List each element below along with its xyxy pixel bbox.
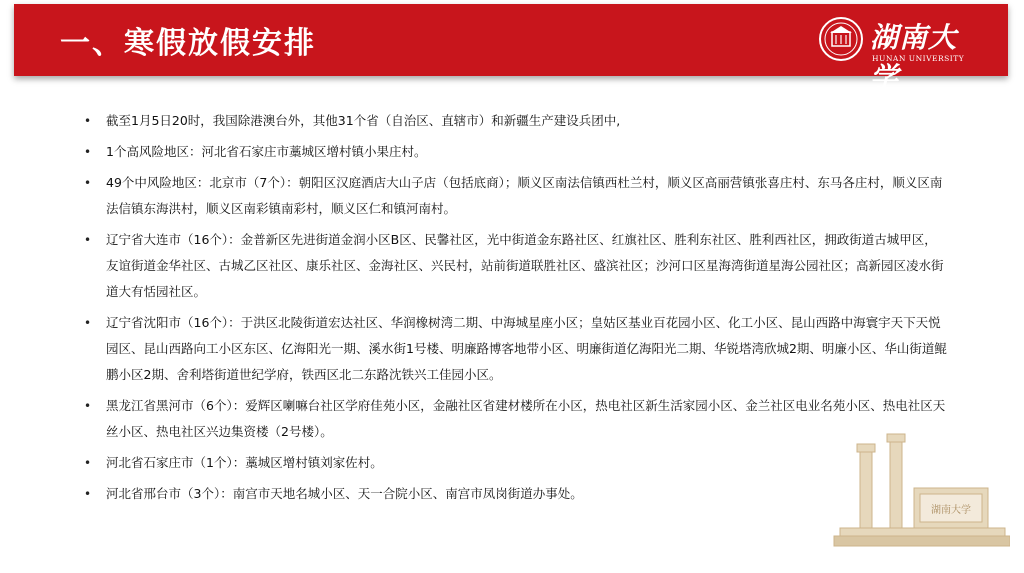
list-item-text: 黑龙江省黑河市（6个）：爱辉区喇嘛台社区学府佳苑小区，金融社区省建材楼所在小区，热电社区新生活家园小区、金兰社区电业名苑小区、热电社区天丝小区、热电社区兴边集资楼（2号楼）。 bbox=[106, 398, 946, 439]
list-item-text: 截至1月5日20时，我国除港澳台外，其他31个省（自治区、直辖市）和新疆生产建设兵团中, bbox=[106, 113, 621, 128]
list-item bbox=[78, 108, 948, 134]
gate-sign-text: 湖南大学 bbox=[931, 505, 971, 516]
list-item-text: 1个高风险地区：河北省石家庄市藁城区增村镇小果庄村。 bbox=[106, 144, 427, 159]
campus-gate-decoration bbox=[830, 430, 1010, 560]
university-name: 湖南大学 bbox=[870, 21, 958, 94]
page-title: 一、寒假放假安排 bbox=[60, 26, 316, 61]
list-item-text: 49个中风险地区：北京市（7个）：朝阳区汉庭酒店大山子店（包括底商）；顺义区南法信镇西杜兰村，顺义区高丽营镇张喜庄村、东马各庄村，顺义区南法信镇东海洪村，顺义区南彩镇南彩村，顺义区仁和镇河南村。 bbox=[106, 175, 943, 216]
bullet-dot-icon: • bbox=[84, 316, 92, 330]
list-item bbox=[78, 481, 948, 507]
title-banner bbox=[14, 4, 1008, 94]
bullet-list bbox=[78, 108, 948, 512]
list-item bbox=[78, 227, 948, 305]
bullet-dot-icon: • bbox=[84, 145, 92, 159]
bullet-dot-icon: • bbox=[84, 487, 92, 501]
bullet-dot-icon: • bbox=[84, 456, 92, 470]
list-item-text: 河北省石家庄市（1个）：藁城区增村镇刘家佐村。 bbox=[106, 455, 383, 470]
list-item-text: 河北省邢台市（3个）：南宫市天地名城小区、天一合院小区、南宫市凤岗街道办事处。 bbox=[106, 486, 583, 501]
university-seal-icon bbox=[818, 16, 864, 62]
university-name-en: HUNAN UNIVERSITY bbox=[872, 54, 965, 63]
list-item bbox=[78, 170, 948, 222]
bullet-dot-icon: • bbox=[84, 114, 92, 128]
list-item bbox=[78, 450, 948, 476]
bullet-dot-icon: • bbox=[84, 399, 92, 413]
university-logo bbox=[818, 14, 978, 94]
list-item-text: 辽宁省沈阳市（16个）：于洪区北陵街道宏达社区、华润橡树湾二期、中海城星座小区；皇姑区基业百花园小区、化工小区、昆山西路中海寰宇天下天悦园区、昆山西路向工小区东区、亿海阳光一期、溪水街1号楼、明廉路博客地带小区、明廉街道亿海阳光二期、华锐塔湾欣城2期、明廉小区、华山街道鲲鹏小区2期、舍利塔街道世纪学府，铁西区北二东路沈铁兴工佳园小区。 bbox=[106, 315, 947, 382]
bullet-dot-icon: • bbox=[84, 233, 92, 247]
list-item bbox=[78, 139, 948, 165]
bullet-dot-icon: • bbox=[84, 176, 92, 190]
list-item bbox=[78, 393, 948, 445]
list-item-text: 辽宁省大连市（16个）：金普新区先进街道金润小区B区、民馨社区，光中街道金东路社区、红旗社区、胜利东社区、胜利西社区，拥政街道古城甲区，友谊街道金华社区、古城乙区社区、康乐社区、金海社区、兴民村，站前街道联胜社区、盛滨社区；沙河口区星海湾街道星海公园社区；高新园区凌水街道大有恬园社区。 bbox=[106, 232, 944, 299]
list-item bbox=[78, 310, 948, 388]
